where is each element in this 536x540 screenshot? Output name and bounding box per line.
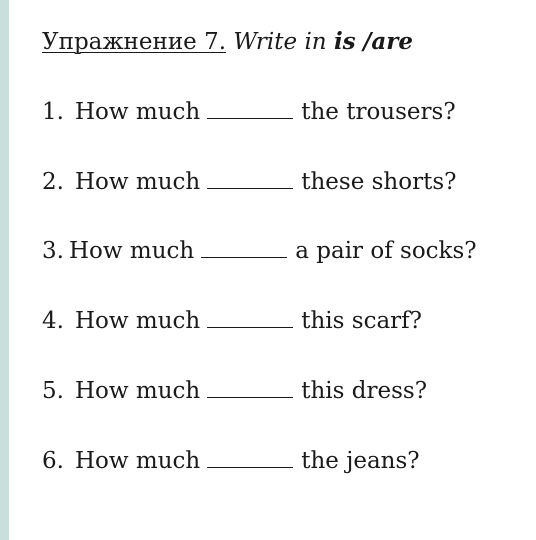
item-number: 1.	[42, 99, 64, 125]
answer-blank[interactable]	[207, 98, 293, 119]
exercise-instruction	[233, 29, 413, 55]
item-rest: this dress?	[301, 378, 428, 404]
answer-blank[interactable]	[207, 377, 293, 398]
option-is: is	[333, 28, 356, 55]
item-rest: the jeans?	[301, 448, 420, 474]
exercise-item-3	[42, 236, 477, 266]
item-rest: the trousers?	[301, 99, 456, 125]
item-number: 3.	[42, 238, 64, 264]
exercise-item-2	[42, 167, 456, 197]
option-separator: /	[362, 28, 372, 55]
instruction-prefix: Write in	[233, 29, 327, 55]
item-number: 4.	[42, 308, 64, 334]
item-number: 6.	[42, 448, 64, 474]
item-stem: How much	[75, 169, 201, 195]
item-number: 2.	[42, 169, 64, 195]
item-rest: these shorts?	[301, 169, 457, 195]
item-stem: How much	[75, 448, 201, 474]
answer-blank[interactable]	[207, 168, 293, 189]
item-stem: How much	[75, 378, 201, 404]
answer-blank[interactable]	[201, 237, 287, 258]
exercise-heading: Упражнение 7.	[42, 29, 227, 55]
exercise-item-1	[42, 97, 456, 127]
item-rest: a pair of socks?	[295, 238, 477, 264]
exercise-item-5	[42, 376, 427, 406]
item-stem: How much	[69, 238, 195, 264]
exercise-item-4	[42, 306, 422, 336]
item-number: 5.	[42, 378, 64, 404]
exercise-item-6	[42, 446, 420, 476]
item-stem: How much	[75, 308, 201, 334]
answer-blank[interactable]	[207, 447, 293, 468]
item-stem: How much	[75, 99, 201, 125]
item-rest: this scarf?	[301, 308, 422, 334]
exercise-title	[42, 27, 413, 57]
answer-blank[interactable]	[207, 307, 293, 328]
option-are: are	[371, 28, 413, 55]
